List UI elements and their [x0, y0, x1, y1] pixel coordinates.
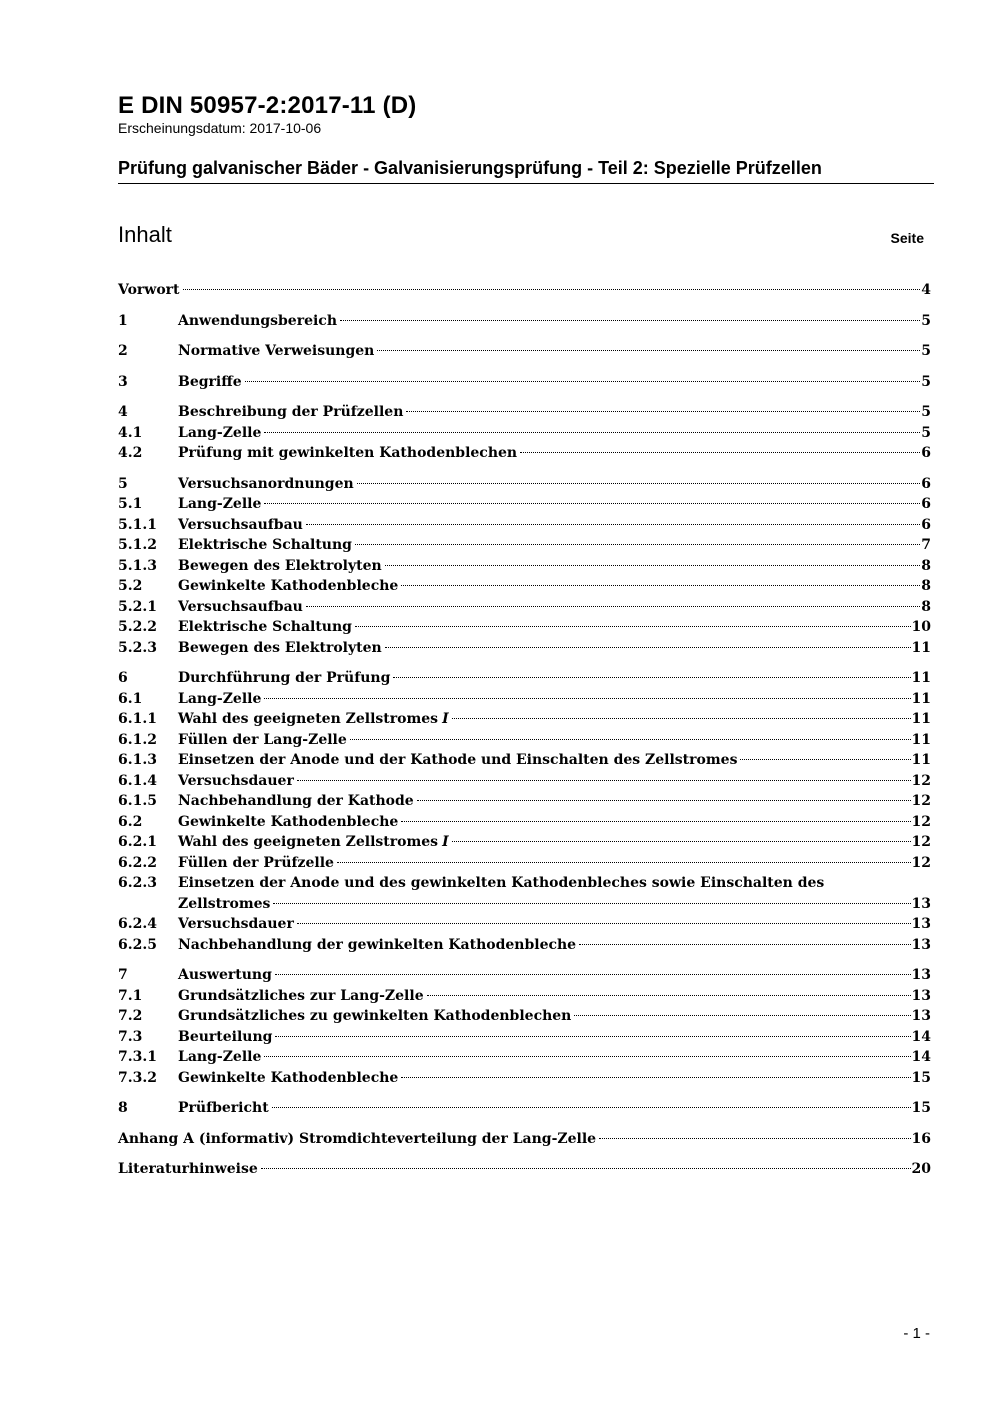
table-of-contents: [118, 280, 931, 1190]
toc-entry-label: Füllen der Prüfzelle: [178, 854, 334, 871]
toc-group: [118, 965, 931, 1088]
toc-group: [118, 372, 931, 393]
toc-entry-number: 7.3.2: [118, 1069, 157, 1086]
toc-entry[interactable]: [118, 709, 931, 730]
toc-group: [118, 1098, 931, 1119]
toc-entry-label: Gewinkelte Kathodenbleche: [178, 1069, 399, 1086]
toc-entry[interactable]: [118, 853, 931, 874]
toc-leader-dots: [264, 432, 920, 433]
toc-entry-label: Anwendungsbereich: [178, 312, 337, 329]
title-divider: [118, 183, 934, 184]
toc-entry-label: Versuchsdauer: [178, 916, 294, 932]
toc-entry[interactable]: [118, 311, 931, 332]
toc-leader-dots: [306, 524, 920, 525]
toc-entry-label: Prüfung mit gewinkelten Kathodenblechen: [178, 445, 518, 461]
toc-heading: Inhalt: [118, 222, 172, 247]
toc-entry-page: 12: [911, 772, 931, 789]
toc-entry[interactable]: [118, 535, 931, 556]
toc-entry[interactable]: [118, 1098, 931, 1119]
toc-leader-dots: [261, 1168, 911, 1169]
toc-leader-dots: [273, 903, 910, 904]
toc-entry[interactable]: [118, 791, 931, 812]
toc-entry-number: 6.2.3: [118, 875, 157, 891]
toc-entry-number: 5.1: [118, 496, 143, 512]
toc-entry-number: 7.3.1: [118, 1049, 157, 1065]
toc-entry[interactable]: [118, 986, 931, 1007]
toc-entry-label: Elektrische Schaltung: [178, 619, 352, 635]
toc-entry[interactable]: [118, 689, 931, 710]
toc-entry[interactable]: [118, 1068, 931, 1089]
toc-leader-dots: [401, 821, 910, 822]
toc-entry-page: 16: [911, 1130, 931, 1147]
toc-entry-label: Nachbehandlung der gewinkelten Kathodenbleche: [178, 936, 577, 953]
toc-entry-number: 6.2.1: [118, 834, 157, 850]
toc-entry-number: 5.2.2: [118, 619, 157, 635]
toc-entry[interactable]: [118, 750, 931, 771]
toc-entry-number: 7: [118, 967, 128, 983]
toc-leader-dots: [275, 974, 911, 975]
toc-entry-page: 12: [911, 793, 931, 809]
toc-entry[interactable]: [118, 515, 931, 536]
toc-group: [118, 1129, 931, 1150]
toc-entry-page: 6: [921, 445, 931, 461]
toc-entry-label: Lang-Zelle: [178, 1049, 262, 1065]
toc-entry-page: 12: [911, 854, 931, 871]
toc-group: [118, 280, 931, 301]
page-number: - 1 -: [903, 1325, 930, 1342]
toc-entry-page: 11: [911, 670, 931, 686]
toc-entry[interactable]: [118, 832, 931, 853]
toc-entry[interactable]: [118, 576, 931, 597]
toc-entry[interactable]: [118, 812, 931, 833]
toc-entry[interactable]: [118, 965, 931, 986]
toc-entry-label: Beurteilung: [178, 1028, 273, 1045]
toc-entry-number: 5.1.3: [118, 557, 157, 574]
toc-group: [118, 402, 931, 464]
document-id: E DIN 50957-2:2017-11 (D): [118, 92, 417, 119]
toc-entry-label: Elektrische Schaltung: [178, 537, 352, 553]
toc-entry-number: 6.2.5: [118, 936, 157, 953]
toc-entry[interactable]: [118, 1159, 931, 1180]
toc-entry-label: Beschreibung der Prüfzellen: [178, 404, 404, 420]
toc-entry-number: 4.1: [118, 424, 143, 441]
toc-entry[interactable]: [118, 668, 931, 689]
toc-entry-page: 11: [911, 752, 931, 768]
toc-group: [118, 311, 931, 332]
toc-entry-page: 8: [921, 578, 931, 594]
toc-entry-page: 10: [911, 619, 931, 635]
toc-entry-label: Gewinkelte Kathodenbleche: [178, 813, 399, 830]
toc-entry-label: Füllen der Lang-Zelle: [178, 731, 347, 748]
toc-entry-label: Bewegen des Elektrolyten: [178, 557, 382, 574]
toc-entry[interactable]: [118, 914, 931, 935]
toc-entry-label: Prüfbericht: [178, 1100, 269, 1116]
toc-entry[interactable]: [118, 372, 931, 393]
toc-entry-number: 6.1.2: [118, 731, 157, 748]
toc-entry-label: Nachbehandlung der Kathode: [178, 793, 414, 809]
toc-entry-page: 5: [921, 312, 931, 329]
toc-entry-page: 11: [911, 711, 931, 727]
toc-entry[interactable]: [118, 638, 931, 659]
toc-entry-number: 6.1.3: [118, 752, 157, 768]
toc-leader-dots: [393, 677, 910, 678]
toc-leader-dots: [740, 759, 910, 760]
document-title: Prüfung galvanischer Bäder - Galvanisierungsprüfung - Teil 2: Spezielle Prüfzellen: [118, 158, 822, 178]
toc-entry-label: Wahl des geeigneten Zellstromes: [178, 711, 439, 727]
toc-entry-number: 6.2: [118, 813, 143, 830]
toc-entry-number: 5.1.2: [118, 537, 157, 553]
toc-entry-page: 7: [921, 537, 931, 553]
toc-entry-label: Durchführung der Prüfung: [178, 670, 391, 686]
toc-entry-label: Versuchsaufbau: [178, 516, 303, 533]
toc-entry-number: 2: [118, 343, 128, 359]
toc-entry-number: 6.2.2: [118, 854, 157, 871]
toc-group: [118, 474, 931, 659]
toc-entry-number: 7.3: [118, 1028, 143, 1045]
toc-entry[interactable]: [118, 1006, 931, 1027]
toc-entry-label: Grundsätzliches zu gewinkelten Kathodenblechen: [178, 1008, 572, 1024]
toc-entry-number: 6.1.1: [118, 711, 157, 727]
toc-entry-page: 14: [911, 1049, 931, 1065]
toc-entry-page: 13: [911, 987, 931, 1004]
toc-entry-label: Lang-Zelle: [178, 496, 262, 512]
toc-entry-page: 8: [921, 557, 931, 574]
toc-entry-page: 5: [921, 424, 931, 441]
toc-group: [118, 1159, 931, 1180]
toc-leader-dots: [406, 411, 920, 412]
toc-entry[interactable]: [118, 1027, 931, 1048]
toc-entry-page: 12: [911, 813, 931, 830]
toc-entry-label: Normative Verweisungen: [178, 343, 375, 359]
toc-entry[interactable]: [118, 402, 931, 423]
toc-leader-dots: [574, 1015, 910, 1016]
toc-entry-label: Grundsätzliches zur Lang-Zelle: [178, 987, 424, 1004]
toc-entry[interactable]: [118, 443, 931, 464]
toc-leader-dots: [350, 739, 911, 740]
toc-leader-dots: [452, 841, 911, 842]
toc-entry[interactable]: [118, 771, 931, 792]
toc-entry-number: 6.1: [118, 690, 143, 707]
toc-leader-dots: [357, 483, 921, 484]
toc-entry-label: Literaturhinweise: [118, 1161, 258, 1177]
toc-leader-dots: [599, 1138, 910, 1139]
toc-entry[interactable]: [118, 873, 931, 894]
toc-entry-number: 5.1.1: [118, 516, 157, 533]
toc-entry-label: Einsetzen der Anode und der Kathode und Einschalten des Zellstromes: [178, 752, 738, 768]
toc-leader-dots: [264, 698, 910, 699]
toc-entry-number: 4: [118, 404, 128, 420]
toc-group: [118, 341, 931, 362]
toc-entry[interactable]: [118, 494, 931, 515]
toc-entry-number: 7.1: [118, 987, 143, 1004]
toc-leader-dots: [297, 923, 911, 924]
toc-entry-page: 11: [911, 731, 931, 748]
toc-entry-page: 13: [911, 1008, 931, 1024]
toc-entry[interactable]: [118, 597, 931, 618]
toc-leader-dots: [385, 565, 921, 566]
toc-leader-dots: [520, 452, 920, 453]
toc-entry-symbol: I: [442, 711, 449, 727]
toc-entry[interactable]: [118, 1047, 931, 1068]
toc-entry-page: 6: [921, 496, 931, 512]
toc-entry[interactable]: [118, 280, 931, 301]
toc-entry-page: 5: [921, 373, 931, 390]
toc-entry-label: Lang-Zelle: [178, 424, 262, 441]
toc-entry-page: 11: [911, 639, 931, 656]
toc-entry-label: Lang-Zelle: [178, 690, 262, 707]
toc-entry-label: Bewegen des Elektrolyten: [178, 639, 382, 656]
toc-entry-page: 11: [911, 690, 931, 707]
toc-leader-dots: [452, 718, 911, 719]
toc-leader-dots: [401, 585, 920, 586]
toc-entry[interactable]: [118, 730, 931, 751]
toc-leader-dots: [340, 320, 920, 321]
toc-leader-dots: [245, 381, 921, 382]
toc-entry-page: 15: [911, 1100, 931, 1116]
publication-date: Erscheinungsdatum: 2017-10-06: [118, 120, 322, 136]
toc-entry-page: 13: [911, 936, 931, 953]
toc-entry-page: 15: [911, 1069, 931, 1086]
toc-leader-dots: [377, 350, 920, 351]
toc-entry-page: 5: [921, 343, 931, 359]
toc-entry-number: 7.2: [118, 1008, 143, 1024]
toc-entry[interactable]: [118, 341, 931, 362]
toc-leader-dots: [417, 800, 911, 801]
toc-entry-label: Auswertung: [178, 967, 272, 983]
toc-entry-page: 13: [911, 916, 931, 932]
toc-entry-number: 5.2: [118, 578, 143, 594]
page-column-label: Seite: [890, 230, 924, 246]
toc-entry-label: Anhang A (informativ) Stromdichteverteilung der Lang-Zelle: [118, 1130, 597, 1147]
toc-entry-label: Einsetzen der Anode und des gewinkelten Kathodenbleches sowie Einschalten des: [178, 875, 825, 891]
toc-group: [118, 668, 931, 955]
toc-entry-number: 4.2: [118, 445, 143, 461]
toc-entry-page: 12: [911, 834, 931, 850]
toc-leader-dots: [355, 626, 911, 627]
toc-entry-number: 5.2.1: [118, 598, 157, 615]
toc-leader-dots: [183, 289, 921, 290]
toc-entry-page: 6: [921, 475, 931, 492]
toc-entry[interactable]: [118, 423, 931, 444]
toc-entry-number: 8: [118, 1100, 128, 1116]
toc-entry[interactable]: [118, 617, 931, 638]
toc-entry-number: 1: [118, 312, 128, 329]
toc-leader-dots: [355, 544, 920, 545]
toc-entry-label: Versuchsaufbau: [178, 598, 303, 615]
toc-entry-number: 6: [118, 670, 128, 686]
toc-entry-continuation[interactable]: [118, 894, 931, 915]
toc-leader-dots: [337, 862, 911, 863]
toc-entry-number: 3: [118, 373, 128, 390]
toc-entry-page: 4: [921, 282, 931, 298]
toc-entry-page: 5: [921, 404, 931, 420]
toc-entry-page: 14: [911, 1028, 931, 1045]
toc-entry-label: Gewinkelte Kathodenbleche: [178, 578, 399, 594]
toc-entry-number: 6.1.4: [118, 772, 157, 789]
toc-leader-dots: [579, 944, 910, 945]
toc-leader-dots: [297, 780, 911, 781]
toc-entry-label: Begriffe: [178, 373, 242, 390]
toc-entry-label: Versuchsanordnungen: [178, 475, 354, 492]
toc-entry-page: 20: [911, 1161, 931, 1177]
toc-entry-number: 5: [118, 475, 128, 492]
toc-entry[interactable]: [118, 1129, 931, 1150]
toc-entry-label: Zellstromes: [178, 895, 271, 912]
toc-leader-dots: [427, 995, 911, 996]
toc-entry[interactable]: [118, 935, 931, 956]
toc-entry-label: Versuchsdauer: [178, 772, 294, 789]
toc-entry-page: 13: [911, 895, 931, 912]
toc-entry-label: Vorwort: [118, 282, 180, 298]
toc-entry-symbol: I: [442, 834, 449, 850]
toc-entry-label: Wahl des geeigneten Zellstromes: [178, 834, 439, 850]
toc-entry-number: 6.2.4: [118, 916, 157, 932]
toc-entry-number: 5.2.3: [118, 639, 157, 656]
toc-entry[interactable]: [118, 556, 931, 577]
toc-leader-dots: [275, 1036, 910, 1037]
toc-leader-dots: [401, 1077, 910, 1078]
toc-leader-dots: [385, 647, 911, 648]
toc-leader-dots: [264, 503, 920, 504]
toc-leader-dots: [272, 1107, 911, 1108]
toc-entry-page: 8: [921, 598, 931, 615]
toc-entry[interactable]: [118, 474, 931, 495]
toc-entry-number: 6.1.5: [118, 793, 157, 809]
toc-entry-page: 6: [921, 516, 931, 533]
toc-leader-dots: [264, 1056, 910, 1057]
toc-leader-dots: [306, 606, 920, 607]
toc-entry-page: 13: [911, 967, 931, 983]
